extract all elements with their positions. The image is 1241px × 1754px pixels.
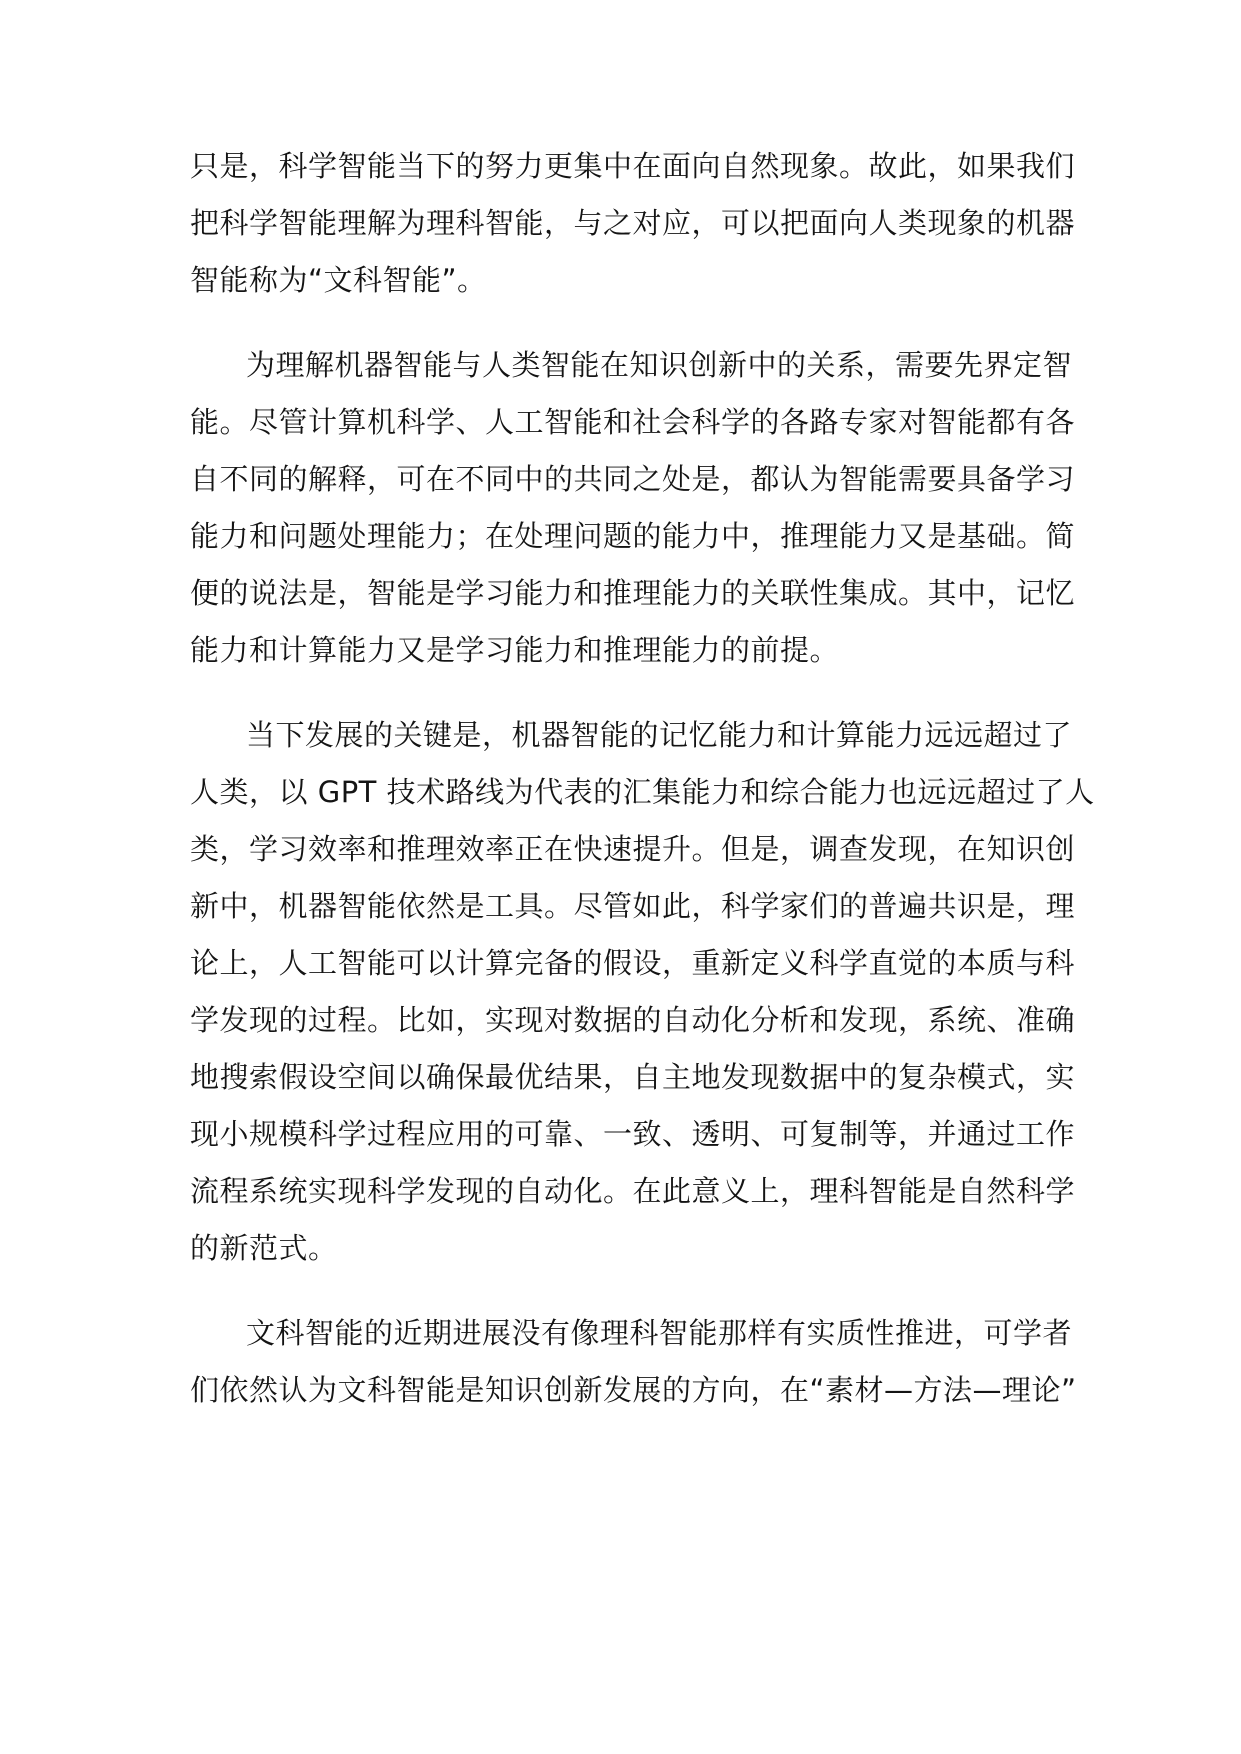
- text-line: 学发现的过程。比如，实现对数据的自动化分析和发现，系统、准确: [190, 1003, 1076, 1037]
- text-line: 文科智能的近期进展没有像理科智能那样有实质性推进，可学者: [246, 1316, 1073, 1350]
- text-line: 便的说法是，智能是学习能力和推理能力的关联性集成。其中，记忆: [190, 576, 1076, 610]
- text-line: 流程系统实现科学发现的自动化。在此意义上，理科智能是自然科学: [190, 1174, 1076, 1208]
- text-line: 只是，科学智能当下的努力更集中在面向自然现象。故此，如果我们: [190, 149, 1076, 183]
- text-line: 人类，以 GPT 技术路线为代表的汇集能力和综合能力也远远超过了人: [190, 775, 1095, 809]
- text-line: 们依然认为文科智能是知识创新发展的方向，在“素材—方法—理论”: [190, 1373, 1077, 1407]
- text-line: 把科学智能理解为理科智能，与之对应，可以把面向人类现象的机器: [190, 206, 1076, 240]
- text-line: 能。尽管计算机科学、人工智能和社会科学的各路专家对智能都有各: [190, 405, 1076, 439]
- text-line: 智能称为“文科智能”。: [190, 263, 487, 297]
- text-line: 地搜索假设空间以确保最优结果，自主地发现数据中的复杂模式，实: [190, 1060, 1076, 1094]
- text-line: 当下发展的关键是，机器智能的记忆能力和计算能力远远超过了: [246, 718, 1073, 752]
- text-line: 新中，机器智能依然是工具。尽管如此，科学家们的普遍共识是，理: [190, 889, 1076, 923]
- text-line: 类，学习效率和推理效率正在快速提升。但是，调查发现，在知识创: [190, 832, 1076, 866]
- text-line: 为理解机器智能与人类智能在知识创新中的关系，需要先界定智: [246, 348, 1073, 382]
- text-line: 现小规模科学过程应用的可靠、一致、透明、可复制等，并通过工作: [190, 1117, 1076, 1151]
- text-line: 的新范式。: [190, 1231, 338, 1265]
- text-line: 论上，人工智能可以计算完备的假设，重新定义科学直觉的本质与科: [190, 946, 1076, 980]
- text-line: 能力和计算能力又是学习能力和推理能力的前提。: [190, 633, 840, 667]
- text-line: 能力和问题处理能力；在处理问题的能力中，推理能力又是基础。简: [190, 519, 1076, 553]
- text-line: 自不同的解释，可在不同中的共同之处是，都认为智能需要具备学习: [190, 462, 1076, 496]
